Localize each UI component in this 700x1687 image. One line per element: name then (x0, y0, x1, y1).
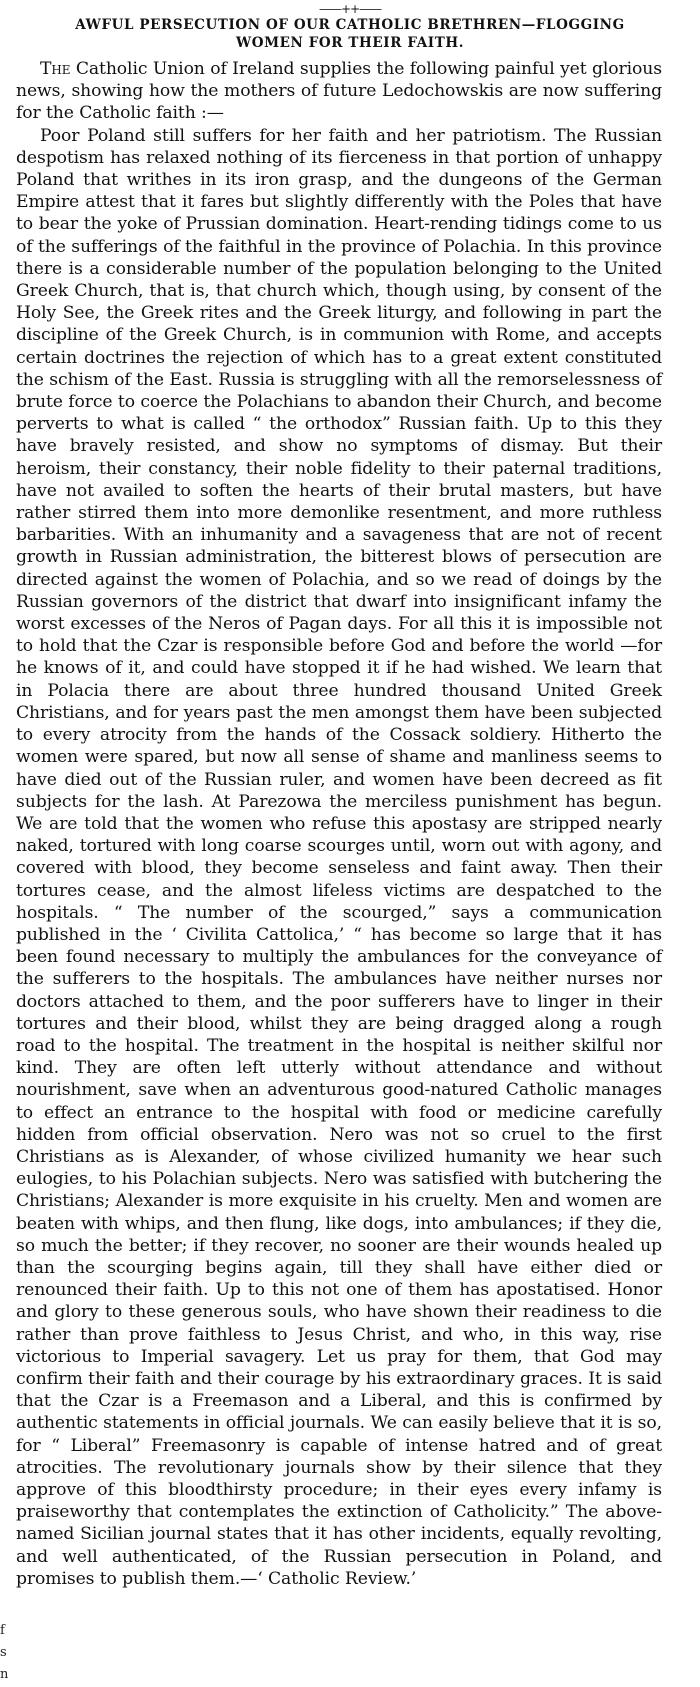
margin-fragment: n (0, 1667, 9, 1682)
headline-line-1: AWFUL PERSECUTION OF OUR CATHOLIC BRETHREN—FLOGGING (75, 17, 625, 33)
intro-paragraph (16, 58, 662, 125)
article-separator: ——++—— (318, 2, 382, 16)
left-margin-fragments (0, 1620, 14, 1686)
headline-line-2: WOMEN FOR THEIR FAITH. (235, 35, 465, 51)
article-headline (0, 16, 700, 52)
margin-fragment: f (0, 1623, 5, 1638)
article-body (16, 58, 662, 1590)
intro-text: Catholic Union of Ireland supplies the following painful yet glorious news, showing how the mothers of future Ledochowskis are now suffering for the Catholic faith :— (16, 59, 662, 124)
intro-lead-word: The (40, 59, 71, 79)
main-paragraph: Poor Poland still suffers for her faith and her patriotism. The Russian despotism has relaxed nothing of its fierceness in that portion of unhappy Poland that writhes in its iron grasp, and the dungeons of the German Empire attest that it fares but slightly differently with the Poles that have to bear the yoke of Prussian domination. Heart-rending tidings come to us of the sufferings of the faithful in the province of Polachia. In this province there is a considerable number of the population belonging to the United Greek Church, that is, that church which, though using, by consent of the Holy See, the Greek rites and the Greek liturgy, and following in part the discipline of the Greek Church, is in communion with Rome, and accepts certain doctrines the rejection of which has to a great extent constituted the schism of the East. Russia is struggling with all the remorselessness of brute force to coerce the Polachians to abandon their Church, and become perverts to what is called “ the orthodox” Russian faith. Up to this they have bravely resisted, and show no symptoms of dismay. But their heroism, their constancy, their noble fidelity to their paternal traditions, have not availed to soften the hearts of their brutal masters, but have rather stirred them into more demonlike resentment, and more ruthless barbarities. With an inhumanity and a savageness that are not of recent growth in Russian administration, the bitterest blows of persecution are directed against the women of Polachia, and so we read of doings by the Russian governors of the district that dwarf into insignificant infamy the worst excesses of the Neros of Pagan days. For all this it is impossible not to hold that the Czar is responsible before God and before the world —for he knows of it, and could have stopped it if he had wished. We learn that in Polacia there are about three hundred thousand United Greek Christians, and for years past the men amongst them have been subjected to every atrocity from the hands of the Cossack soldiery. Hitherto the women were spared, but now all sense of shame and manliness seems to have died out of the Russian ruler, and women have been decreed as fit subjects for the lash. At Parezowa the merciless punishment has begun. We are told that the women who refuse this apostasy are stripped nearly naked, tortured with long coarse scourges until, worn out with agony, and covered with blood, they become senseless and faint away. Then their tortures cease, and the almost lifeless victims are despatched to the hospitals. “ The number of the scourged,” says a communication published in the ‘ Civilita Cattolica,’ “ has become so large that it has been found necessary to multiply the ambulances for the conveyance of the sufferers to the hospitals. The ambulances have neither nurses nor doctors attached to them, and the poor sufferers have to linger in their tortures and their blood, whilst they are being dragged along a rough road to the hospital. The treatment in the hospital is neither skilful nor kind. They are often left utterly without attendance and without nourishment, save when an adventurous good-natured Catholic manages to effect an entrance to the hospital with food or medicine carefully hidden from official observation. Nero was not so cruel to the first Christians as is Alexander, of whose civilized humanity we hear such eulogies, to his Polachian subjects. Nero was satisfied with butchering the Christians; Alexander is more exquisite in his cruelty. Men and women are beaten with whips, and then flung, like dogs, into ambulances; if they die, so much the better; if they recover, no sooner are their wounds healed up than the scourging begins again, till they shall have either died or renounced their faith. Up to this not one of them has apostatised. Honor and glory to these generous souls, who have shown their readiness to die rather than prove faithless to Jesus Christ, and who, in this way, rise victorious to Imperial savagery. Let us pray for them, that God may confirm their faith and their courage by his extraordinary graces. It is said that the Czar is a Freemason and a Liberal, and this is confirmed by authentic statements in official journals. We can easily believe that it is so, for “ Liberal” Freemasonry is capable of intense hatred and of great atrocities. The revolutionary journals show by their silence that they approve of this bloodthirsty procedure; in their eyes every infamy is praiseworthy that contemplates the extinction of Catholicity.” The above-named Sicilian journal states that it has other incidents, equally revolting, and well authenticated, of the Russian persecution in Poland, and promises to publish them.—‘ Catholic Review.’ (16, 125, 662, 1589)
margin-fragment: s (0, 1645, 7, 1660)
